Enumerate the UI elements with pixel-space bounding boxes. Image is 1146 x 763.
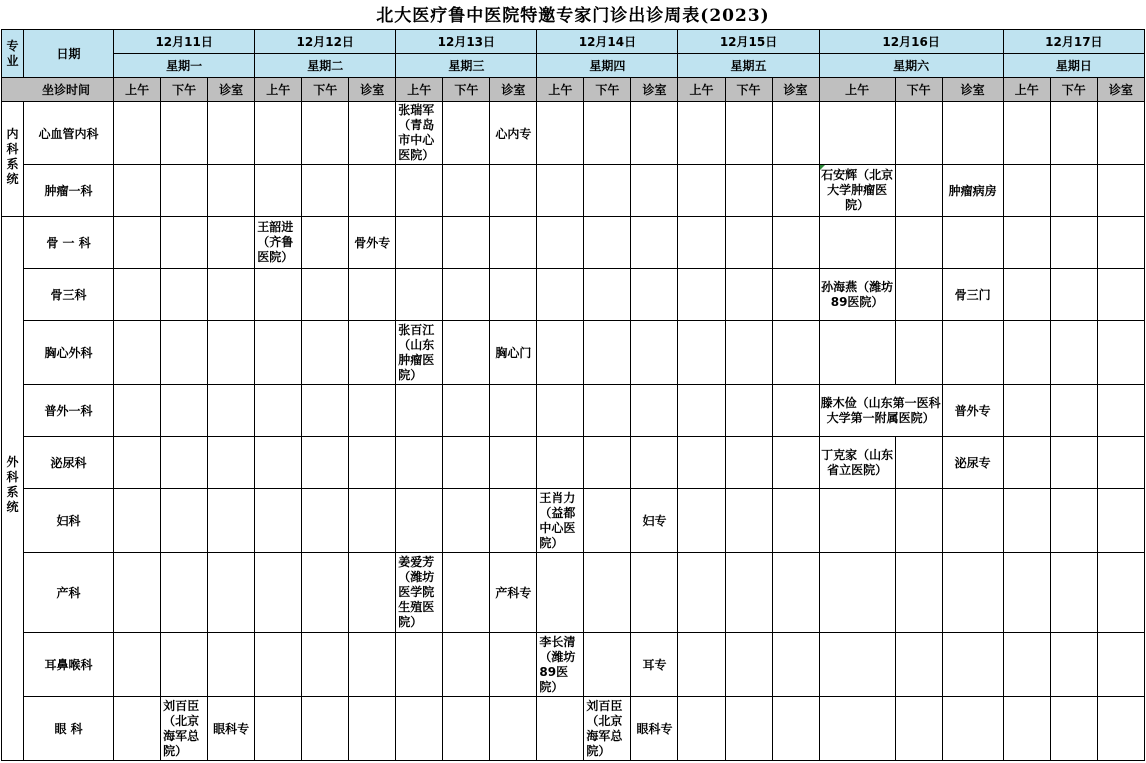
table-row <box>2 321 1145 385</box>
room-cell: 妇专 <box>631 489 678 553</box>
doctor-cell: 丁克家（山东省立医院） <box>819 437 895 489</box>
day-2-am-header: 上午 <box>255 78 302 102</box>
dept-label: 妇科 <box>24 489 114 553</box>
day-7-weekday: 星期日 <box>1003 54 1144 78</box>
day-5-weekday: 星期五 <box>678 54 819 78</box>
table-row <box>2 269 1145 321</box>
day-4-am-header: 上午 <box>537 78 584 102</box>
day-5-date: 12月15日 <box>678 30 819 54</box>
day-3-am-header: 上午 <box>396 78 443 102</box>
day-2-date: 12月12日 <box>255 30 396 54</box>
day-5-pm-header: 下午 <box>725 78 772 102</box>
schedule-sheet <box>1 3 1145 762</box>
day-2-room-header: 诊室 <box>349 78 396 102</box>
doctor-cell: 孙海燕（潍坊89医院） <box>819 269 895 321</box>
table-row <box>2 633 1145 697</box>
doctor-cell: 石安辉（北京大学肿瘤医院） <box>819 165 895 217</box>
doctor-cell: 刘百臣（北京海军总院） <box>161 697 208 761</box>
day-4-date: 12月14日 <box>537 30 678 54</box>
day-3-room-header: 诊室 <box>490 78 537 102</box>
day-2-pm-header: 下午 <box>302 78 349 102</box>
room-cell: 肿瘤病房 <box>942 165 1003 217</box>
day-6-pm-header: 下午 <box>895 78 942 102</box>
day-1-pm-header: 下午 <box>161 78 208 102</box>
day-7-pm-header: 下午 <box>1050 78 1097 102</box>
day-6-am-header: 上午 <box>819 78 895 102</box>
dept-label: 泌尿科 <box>24 437 114 489</box>
dept-label: 心血管内科 <box>24 102 114 165</box>
day-5-am-header: 上午 <box>678 78 725 102</box>
room-cell: 泌尿专 <box>942 437 1003 489</box>
room-cell: 耳专 <box>631 633 678 697</box>
day-3-pm-header: 下午 <box>443 78 490 102</box>
system-internal: 内科系统 <box>2 102 24 217</box>
doctor-cell: 王韶进（齐鲁医院） <box>255 217 302 269</box>
dept-label: 产科 <box>24 553 114 633</box>
day-5-room-header: 诊室 <box>772 78 819 102</box>
day-6-room-header: 诊室 <box>942 78 1003 102</box>
day-4-room-header: 诊室 <box>631 78 678 102</box>
session-label: 坐诊时间 <box>2 78 114 102</box>
room-cell: 眼科专 <box>631 697 678 761</box>
doctor-cell: 王肖力（益都中心医院） <box>537 489 584 553</box>
room-cell: 眼科专 <box>208 697 255 761</box>
day-7-date: 12月17日 <box>1003 30 1144 54</box>
room-cell: 骨外专 <box>349 217 396 269</box>
day-1-weekday: 星期一 <box>114 54 255 78</box>
room-cell: 产科专 <box>490 553 537 633</box>
schedule-table <box>1 29 1145 761</box>
doctor-cell: 姜爱芳（潍坊医学院生殖医院） <box>396 553 443 633</box>
doctor-cell: 张瑞军（青岛市中心医院） <box>396 102 443 165</box>
page-title: 北大医疗鲁中医院特邀专家门诊出诊周表(2023) <box>376 6 770 26</box>
day-6-weekday: 星期六 <box>819 54 1003 78</box>
day-1-room-header: 诊室 <box>208 78 255 102</box>
doctor-cell: 李长清（潍坊89医院） <box>537 633 584 697</box>
system-surgical: 外科系统 <box>2 217 24 761</box>
dept-label: 耳鼻喉科 <box>24 633 114 697</box>
table-row <box>2 385 1145 437</box>
dept-label: 胸心外科 <box>24 321 114 385</box>
table-row <box>2 165 1145 217</box>
day-3-date: 12月13日 <box>396 30 537 54</box>
dept-label: 骨 一 科 <box>24 217 114 269</box>
room-cell: 胸心门 <box>490 321 537 385</box>
day-1-date: 12月11日 <box>114 30 255 54</box>
date-header: 日期 <box>24 30 114 78</box>
dept-label: 肿瘤一科 <box>24 165 114 217</box>
room-cell: 普外专 <box>942 385 1003 437</box>
day-2-weekday: 星期二 <box>255 54 396 78</box>
doctor-cell: 滕木俭（山东第一医科大学第一附属医院） <box>819 385 942 437</box>
day-7-room-header: 诊室 <box>1097 78 1144 102</box>
day-4-pm-header: 下午 <box>584 78 631 102</box>
table-row <box>2 697 1145 761</box>
room-cell: 骨三门 <box>942 269 1003 321</box>
dept-label: 普外一科 <box>24 385 114 437</box>
doctor-cell: 张百江（山东肿瘤医院） <box>396 321 443 385</box>
day-3-weekday: 星期三 <box>396 54 537 78</box>
day-1-am-header: 上午 <box>114 78 161 102</box>
table-row <box>2 489 1145 553</box>
dept-label: 骨三科 <box>24 269 114 321</box>
day-4-weekday: 星期四 <box>537 54 678 78</box>
dept-label: 眼 科 <box>24 697 114 761</box>
table-row <box>2 217 1145 269</box>
table-row <box>2 437 1145 489</box>
doctor-cell: 刘百臣（北京海军总院） <box>584 697 631 761</box>
table-row <box>2 102 1145 165</box>
day-7-am-header: 上午 <box>1003 78 1050 102</box>
specialty-header: 专业 <box>2 30 24 78</box>
table-row <box>2 553 1145 633</box>
room-cell: 心内专 <box>490 102 537 165</box>
day-6-date: 12月16日 <box>819 30 1003 54</box>
